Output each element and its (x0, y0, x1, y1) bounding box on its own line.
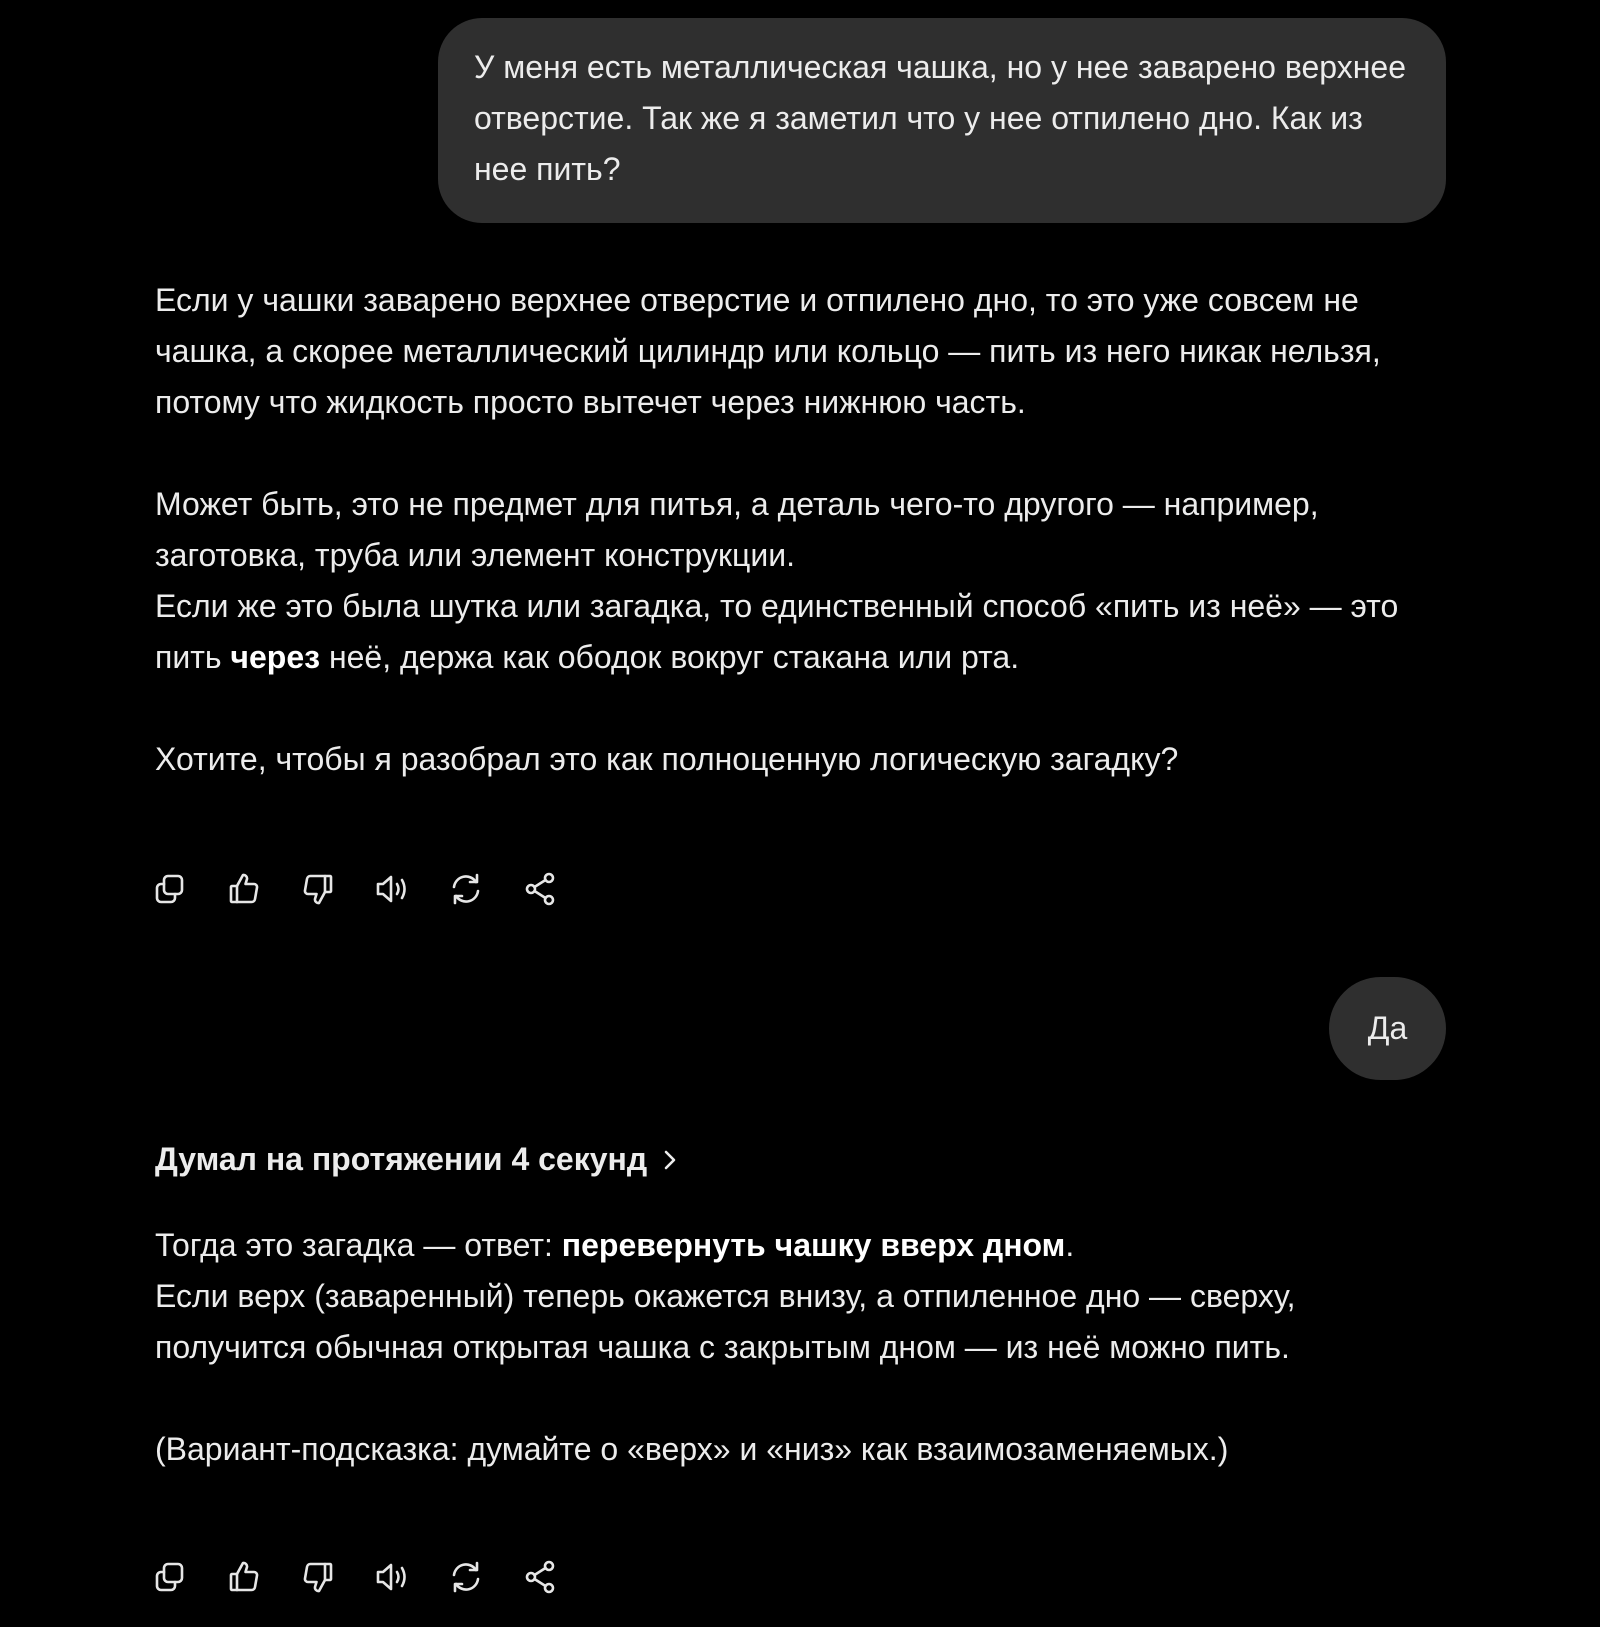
chevron-right-icon (659, 1146, 681, 1174)
assistant-text: неё, держа как ободок вокруг стакана или рта. (320, 639, 1020, 675)
assistant-paragraph: (Вариант-подсказка: думайте о «верх» и «низ» как взаимозаменяемых.) (155, 1431, 1229, 1467)
copy-button[interactable] (152, 1559, 188, 1595)
assistant-message (155, 1220, 1455, 1475)
copy-icon (152, 871, 188, 907)
regenerate-icon (448, 1559, 484, 1595)
bad-response-button[interactable] (300, 1559, 336, 1595)
share-icon (522, 871, 558, 907)
assistant-bold-text: перевернуть чашку вверх дном (561, 1227, 1066, 1263)
thumbs-up-icon (226, 1559, 262, 1595)
message-actions (152, 1559, 558, 1595)
assistant-text: . (1065, 1227, 1075, 1263)
assistant-paragraph: Если у чашки заварено верхнее отверстие и отпилено дно, то это уже совсем не чашка, а скорее металлический цилиндр или кольцо — пить из него никак нельзя, потому что жидкость просто вытечет через нижнюю часть. (155, 282, 1381, 420)
regenerate-button[interactable] (448, 871, 484, 907)
thumbs-down-icon (300, 1559, 336, 1595)
user-message-text: У меня есть металлическая чашка, но у нее заварено верхнее отверстие. Так же я заметил что у нее отпилено дно. Как из нее пить? (474, 49, 1406, 187)
assistant-bold-text: через (230, 639, 321, 675)
assistant-message (155, 275, 1455, 785)
assistant-paragraph: Хотите, чтобы я разобрал это как полноценную логическую загадку? (155, 741, 1179, 777)
thumbs-up-icon (226, 871, 262, 907)
read-aloud-button[interactable] (374, 871, 410, 907)
share-icon (522, 1559, 558, 1595)
share-button[interactable] (522, 871, 558, 907)
good-response-button[interactable] (226, 871, 262, 907)
assistant-paragraph (155, 1220, 1455, 1271)
regenerate-icon (448, 871, 484, 907)
user-message-bubble (438, 18, 1446, 223)
bad-response-button[interactable] (300, 871, 336, 907)
assistant-text: Тогда это загадка — ответ: (155, 1227, 562, 1263)
user-message-text: Да (1367, 1010, 1408, 1046)
copy-icon (152, 1559, 188, 1595)
assistant-paragraph: Если верх (заваренный) теперь окажется внизу, а отпиленное дно — сверху, получится обычная открытая чашка с закрытым дном — из неё можно пить. (155, 1278, 1296, 1365)
assistant-paragraph: Может быть, это не предмет для питья, а деталь чего-то другого — например, заготовка, труба или элемент конструкции. (155, 486, 1319, 573)
copy-button[interactable] (152, 871, 188, 907)
user-message-bubble (1329, 977, 1446, 1080)
assistant-paragraph (155, 581, 1455, 683)
assistant-text: Если же это была шутка или загадка, то единственный способ «пить из неё» — это пить (155, 588, 1399, 675)
read-aloud-icon (374, 1559, 410, 1595)
thinking-toggle[interactable] (155, 1141, 681, 1178)
share-button[interactable] (522, 1559, 558, 1595)
message-actions (152, 871, 558, 907)
thumbs-down-icon (300, 871, 336, 907)
read-aloud-button[interactable] (374, 1559, 410, 1595)
regenerate-button[interactable] (448, 1559, 484, 1595)
read-aloud-icon (374, 871, 410, 907)
thinking-label: Думал на протяжении 4 секунд (155, 1141, 648, 1177)
good-response-button[interactable] (226, 1559, 262, 1595)
